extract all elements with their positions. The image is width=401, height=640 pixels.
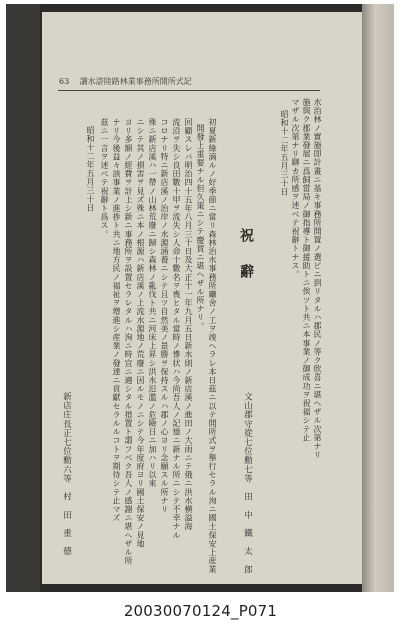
page-number: 63 [59, 77, 70, 86]
body-column-4: 流沿ヲ失シ良田數十甲ヲ流失シ人命十數名ヲ喪ヒタル當時ノ慘状ハ今尚吾人ノ記憶ニ新ナル所ニシテ不幸ナル [172, 118, 181, 540]
body-column-3: 回顧スレバ明治四十五年八月三十日及大正十一年九月五日新水則ノ新店溪ノ進田ノ大雨ニテ俄ニ洪水横溢海 [184, 118, 193, 531]
body-column-8: ヨリ多額ノ經費ヲ計上シ新ニ事務所ヲ設置セラレタルハ洵ニ時宜ニ適シタル措置ト謂フベク吾人ノ感謝ニ堪ヘザル所 [124, 118, 133, 566]
body-column-2: 開發上重要ナル但久策ニシテ慶賀ニ堪ヘザル所ナリ。 [196, 124, 205, 331]
top-text-column-2: 施與ク郡業發展ニ爲飼當局ノ御指導ト御援助トニ俟ツト共ニ本事業ノ御成功ヲ祝福シテ止 [302, 98, 311, 442]
body-column-5: コロナリ特ニ新店溪ノ治岸ノ水源涵養ニシテ且ツ自然美ノ景勝ヲ保持スルハ郡ノ心ヨリ念願スル所ナリ [160, 118, 169, 514]
top-text-column-1: 水治林ノ實施即計畫ニ基キ事務所開置ノ選ビニ到リタルハ郡民ノ等ク欣喜ニ堪ヘザル次第ナリ [313, 98, 322, 460]
top-date: 昭和十二年五月三十日 [280, 110, 289, 196]
top-text-column-3: マザル次第ナリ聊カ所感ヲ述ベテ祝辭トナス。 [291, 98, 300, 279]
image-caption: 20030070124_P071 [123, 602, 278, 620]
body-column-6: 殊ニ新店溪ハ一帶ノ山林荒廢ニ歸シ森林ノ亂伐ト共ニ河床上昇シ洪水氾濫ノ危險日ニ加ハリ以來 [148, 118, 157, 488]
body-column-1: 初夏新綠滴ルノ好季節ニ當リ森林治水事務所廳舍ノ工ヲ竣ヘラレ本日茲ニ以テ開所式ヲ舉行セラル洵ニ國土保安上産業 [208, 118, 217, 574]
body-column-7: ニシテ其ノ損害ヲ見ズ殊ニ本ノ根源ハ新店溪ノ上流水源地ノ荒廢ニ因ルモノニシテ今年度府ヨリ國土保安ノ見地 [136, 118, 145, 548]
running-title: 讀水滸陸路林業事務所開所式記 [79, 77, 192, 86]
body-column-9: ナリ今後益々該事業ノ進捗ト共ニ地方民ノ福祉ヲ增進シ産業ノ發達ニ貢獻セラルルコトヲ期待シテ止マズ [112, 118, 121, 523]
section-heading: 祝辭 [238, 228, 254, 300]
body-signature: 新店庄長正七位勳六等 村 田 重 德 [61, 392, 72, 556]
top-signature: 文山郡守從七位勳七等 田 中 鐵 太 郎 [242, 392, 253, 574]
body-column-10: 茲ニ一言ヲ述ベテ祝辭ト爲ス。 [100, 118, 109, 239]
header-rule [58, 90, 320, 91]
body-date: 昭和十二年五月三十日 [86, 126, 95, 212]
page-header [59, 76, 192, 87]
adjacent-page-edge [362, 4, 394, 592]
binding-edge [6, 4, 40, 592]
